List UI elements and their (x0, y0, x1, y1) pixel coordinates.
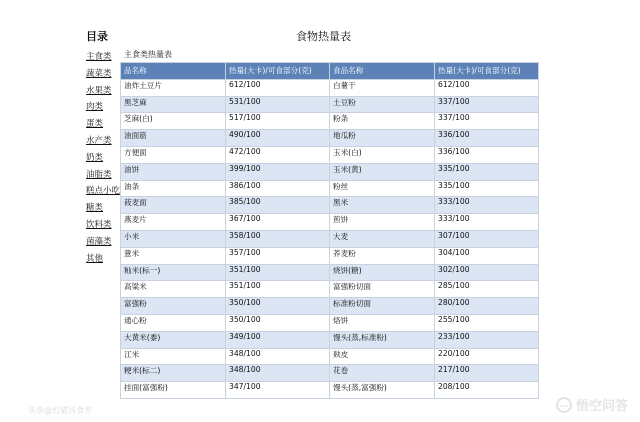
calorie-cell: 386/100 (226, 180, 330, 197)
calorie-cell: 337/100 (434, 96, 538, 113)
food-name-cell: 白薯干 (329, 79, 434, 96)
table-row (121, 214, 539, 231)
calorie-cell: 280/100 (434, 298, 538, 315)
calorie-cell: 220/100 (434, 348, 538, 365)
calorie-cell: 307/100 (434, 230, 538, 247)
toc-link[interactable]: 水果类 (86, 85, 112, 96)
table-row (121, 348, 539, 365)
toc-link[interactable]: 菌藻类 (86, 236, 112, 247)
calorie-cell: 350/100 (226, 298, 330, 315)
table-row (121, 113, 539, 130)
food-name-cell: 粉条 (329, 113, 434, 130)
food-name-cell: 标准粉切面 (329, 298, 434, 315)
toc-link[interactable]: 油脂类 (86, 169, 112, 180)
calorie-cell: 350/100 (226, 314, 330, 331)
food-name-cell: 油面筋 (121, 130, 226, 147)
calorie-cell: 357/100 (226, 247, 330, 264)
chat-bubble-icon: … (556, 397, 572, 413)
food-name-cell: 油饼 (121, 163, 226, 180)
calorie-cell: 612/100 (434, 79, 538, 96)
food-name-cell: 粳米(标二) (121, 365, 226, 382)
table-row (121, 130, 539, 147)
calorie-cell: 358/100 (226, 230, 330, 247)
food-name-cell: 荞麦粉 (329, 247, 434, 264)
page-title: 食物热量表 (296, 30, 351, 43)
calorie-cell: 217/100 (434, 365, 538, 382)
calorie-cell: 304/100 (434, 247, 538, 264)
calorie-cell: 208/100 (434, 382, 538, 399)
food-name-cell: 油炸土豆片 (121, 79, 226, 96)
table-row (121, 197, 539, 214)
calorie-cell: 255/100 (434, 314, 538, 331)
toc-link[interactable]: 奶类 (86, 152, 104, 163)
calorie-cell: 385/100 (226, 197, 330, 214)
calorie-cell: 336/100 (434, 130, 538, 147)
food-name-cell: 富强粉切面 (329, 281, 434, 298)
header-food-name-1: 品名称 (121, 63, 226, 80)
food-name-cell: 玉米(白) (329, 146, 434, 163)
table-row (121, 382, 539, 399)
food-name-cell: 江米 (121, 348, 226, 365)
header-calories-2: 热量(大卡)/可食部分(克) (434, 63, 538, 80)
food-name-cell: 玉米(黄) (329, 163, 434, 180)
food-name-cell: 燕麦片 (121, 214, 226, 231)
food-name-cell: 方便面 (121, 146, 226, 163)
toc-link[interactable]: 糖类 (86, 203, 104, 214)
food-name-cell: 地瓜粉 (329, 130, 434, 147)
food-name-cell: 馒头(蒸,标准粉) (329, 331, 434, 348)
toc-link[interactable]: 蛋类 (86, 119, 104, 130)
toc-title: 目录 (86, 30, 108, 43)
table-row (121, 96, 539, 113)
calorie-cell: 517/100 (226, 113, 330, 130)
calorie-cell: 349/100 (226, 331, 330, 348)
watermark-right (556, 395, 628, 414)
calorie-cell: 612/100 (226, 79, 330, 96)
calorie-cell: 302/100 (434, 264, 538, 281)
calorie-cell: 348/100 (226, 348, 330, 365)
calorie-cell: 347/100 (226, 382, 330, 399)
food-name-cell: 通心粉 (121, 314, 226, 331)
calorie-cell: 333/100 (434, 197, 538, 214)
food-name-cell: 芝麻(白) (121, 113, 226, 130)
food-name-cell: 土豆粉 (329, 96, 434, 113)
toc-link[interactable]: 水产类 (86, 135, 112, 146)
food-name-cell: 烙饼 (329, 314, 434, 331)
calorie-cell: 336/100 (434, 146, 538, 163)
food-name-cell: 煎饼 (329, 214, 434, 231)
food-name-cell: 黑芝麻 (121, 96, 226, 113)
calorie-cell: 399/100 (226, 163, 330, 180)
food-name-cell: 烧饼(糖) (329, 264, 434, 281)
watermark-left: 头条@幻猫汤食养 (28, 406, 92, 415)
calorie-cell: 367/100 (226, 214, 330, 231)
food-name-cell: 粉丝 (329, 180, 434, 197)
table-row (121, 230, 539, 247)
calorie-cell: 337/100 (434, 113, 538, 130)
calorie-cell: 233/100 (434, 331, 538, 348)
food-name-cell: 挂面(富强粉) (121, 382, 226, 399)
food-name-cell: 油条 (121, 180, 226, 197)
calorie-cell: 348/100 (226, 365, 330, 382)
calorie-cell: 335/100 (434, 163, 538, 180)
food-name-cell: 馒头(蒸,富强粉) (329, 382, 434, 399)
calorie-cell: 490/100 (226, 130, 330, 147)
table-row (121, 180, 539, 197)
toc-list (86, 49, 120, 267)
calorie-cell: 335/100 (434, 180, 538, 197)
food-name-cell: 富强粉 (121, 298, 226, 315)
food-name-cell: 莜麦面 (121, 197, 226, 214)
table-row (121, 365, 539, 382)
header-calories-1: 热量(大卡)/可食部分(克) (226, 63, 330, 80)
food-name-cell: 薏米 (121, 247, 226, 264)
calorie-cell: 351/100 (226, 281, 330, 298)
food-name-cell: 黑米 (329, 197, 434, 214)
table-row (121, 146, 539, 163)
food-name-cell: 高粱米 (121, 281, 226, 298)
table-row (121, 79, 539, 96)
food-name-cell: 大黄米(黍) (121, 331, 226, 348)
food-name-cell: 麸皮 (329, 348, 434, 365)
table-row (121, 298, 539, 315)
food-name-cell: 大麦 (329, 230, 434, 247)
toc-link[interactable]: 糕点小吃 (86, 186, 121, 197)
table-row (121, 331, 539, 348)
table-body (121, 79, 539, 398)
table-row (121, 247, 539, 264)
toc-link[interactable]: 饮料类 (86, 219, 112, 230)
food-name-cell: 籼米(标一) (121, 264, 226, 281)
table-header-row (121, 63, 539, 80)
calorie-cell: 285/100 (434, 281, 538, 298)
food-name-cell: 花卷 (329, 365, 434, 382)
toc-link[interactable]: 蔬菜类 (86, 68, 112, 79)
header-food-name-2: 食品名称 (329, 63, 434, 80)
table-row (121, 281, 539, 298)
calorie-cell: 472/100 (226, 146, 330, 163)
table-row (121, 314, 539, 331)
calorie-cell: 531/100 (226, 96, 330, 113)
toc-link[interactable]: 其他 (86, 253, 104, 264)
food-name-cell: 小米 (121, 230, 226, 247)
table-row (121, 264, 539, 281)
calorie-cell: 351/100 (226, 264, 330, 281)
watermark-right-text: 悟空问答 (575, 399, 628, 414)
table-subtitle: 主食类热量表 (124, 50, 172, 59)
toc-link[interactable]: 主食类 (86, 52, 112, 62)
toc-link[interactable]: 肉类 (86, 102, 104, 113)
table-row (121, 163, 539, 180)
calorie-cell: 333/100 (434, 214, 538, 231)
calorie-table (120, 62, 539, 399)
